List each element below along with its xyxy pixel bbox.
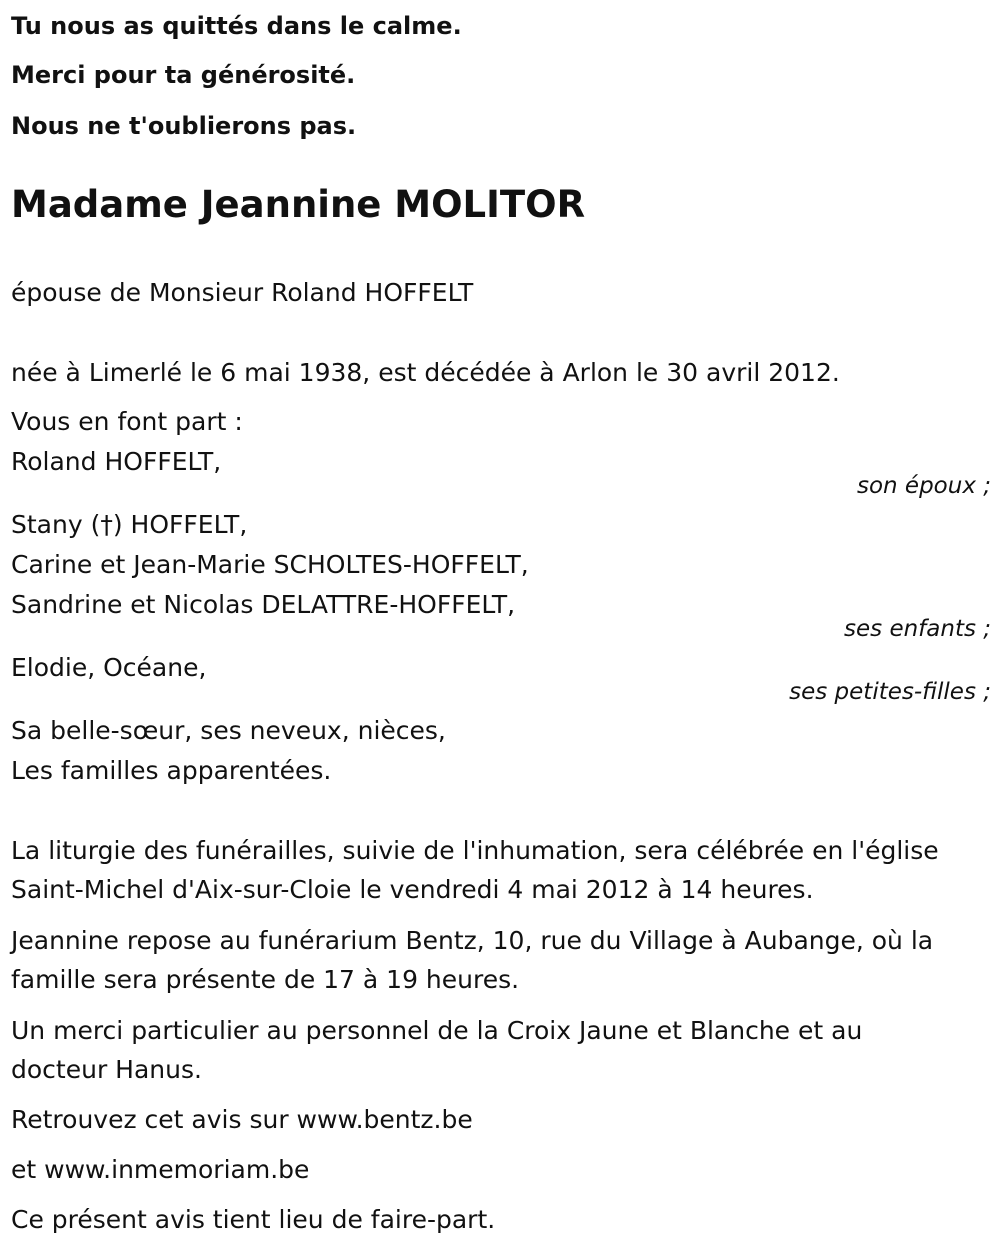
relation-label: son époux ; [856, 473, 991, 499]
liturgy-text: Saint-Michel d'Aix-sur-Cloie le vendredi 4 mai 2012 à 14 heures. [11, 875, 814, 904]
obituary-notice [11, 0, 991, 1254]
relation-label: ses petites-filles ; [789, 679, 991, 705]
website-text: Retrouvez cet avis sur www.bentz.be [11, 1105, 473, 1134]
family-member: Roland HOFFELT, [11, 447, 222, 476]
funerarium-text: Jeannine repose au funérarium Bentz, 10, rue du Village à Aubange, où la [11, 926, 934, 955]
thanks-text: Un merci particulier au personnel de la Croix Jaune et Blanche et au [11, 1016, 863, 1045]
epigraph-line: Tu nous as quittés dans le calme. [11, 12, 462, 40]
website-text: et www.inmemoriam.be [11, 1155, 310, 1184]
family-intro: Vous en font part : [11, 407, 243, 436]
thanks-text: docteur Hanus. [11, 1055, 202, 1084]
liturgy-text: La liturgie des funérailles, suivie de l'inhumation, sera célébrée en l'église [11, 836, 939, 865]
family-member: Carine et Jean-Marie SCHOLTES-HOFFELT, [11, 550, 529, 579]
deceased-name: Madame Jeannine MOLITOR [11, 183, 586, 226]
epigraph-line: Merci pour ta générosité. [11, 61, 356, 89]
funerarium-text: famille sera présente de 17 à 19 heures. [11, 965, 520, 994]
relation-label: ses enfants ; [844, 616, 991, 642]
closing-text: Ce présent avis tient lieu de faire-part. [11, 1205, 496, 1234]
family-member: Sa belle-sœur, ses neveux, nièces, [11, 716, 446, 745]
spouse-line: épouse de Monsieur Roland HOFFELT [11, 278, 474, 307]
birth-death-line: née à Limerlé le 6 mai 1938, est décédée à Arlon le 30 avril 2012. [11, 358, 840, 387]
family-member: Stany (†) HOFFELT, [11, 510, 248, 539]
family-member: Sandrine et Nicolas DELATTRE-HOFFELT, [11, 590, 516, 619]
family-member: Les familles apparentées. [11, 756, 332, 785]
family-member: Elodie, Océane, [11, 653, 207, 682]
epigraph-line: Nous ne t'oublierons pas. [11, 112, 357, 140]
